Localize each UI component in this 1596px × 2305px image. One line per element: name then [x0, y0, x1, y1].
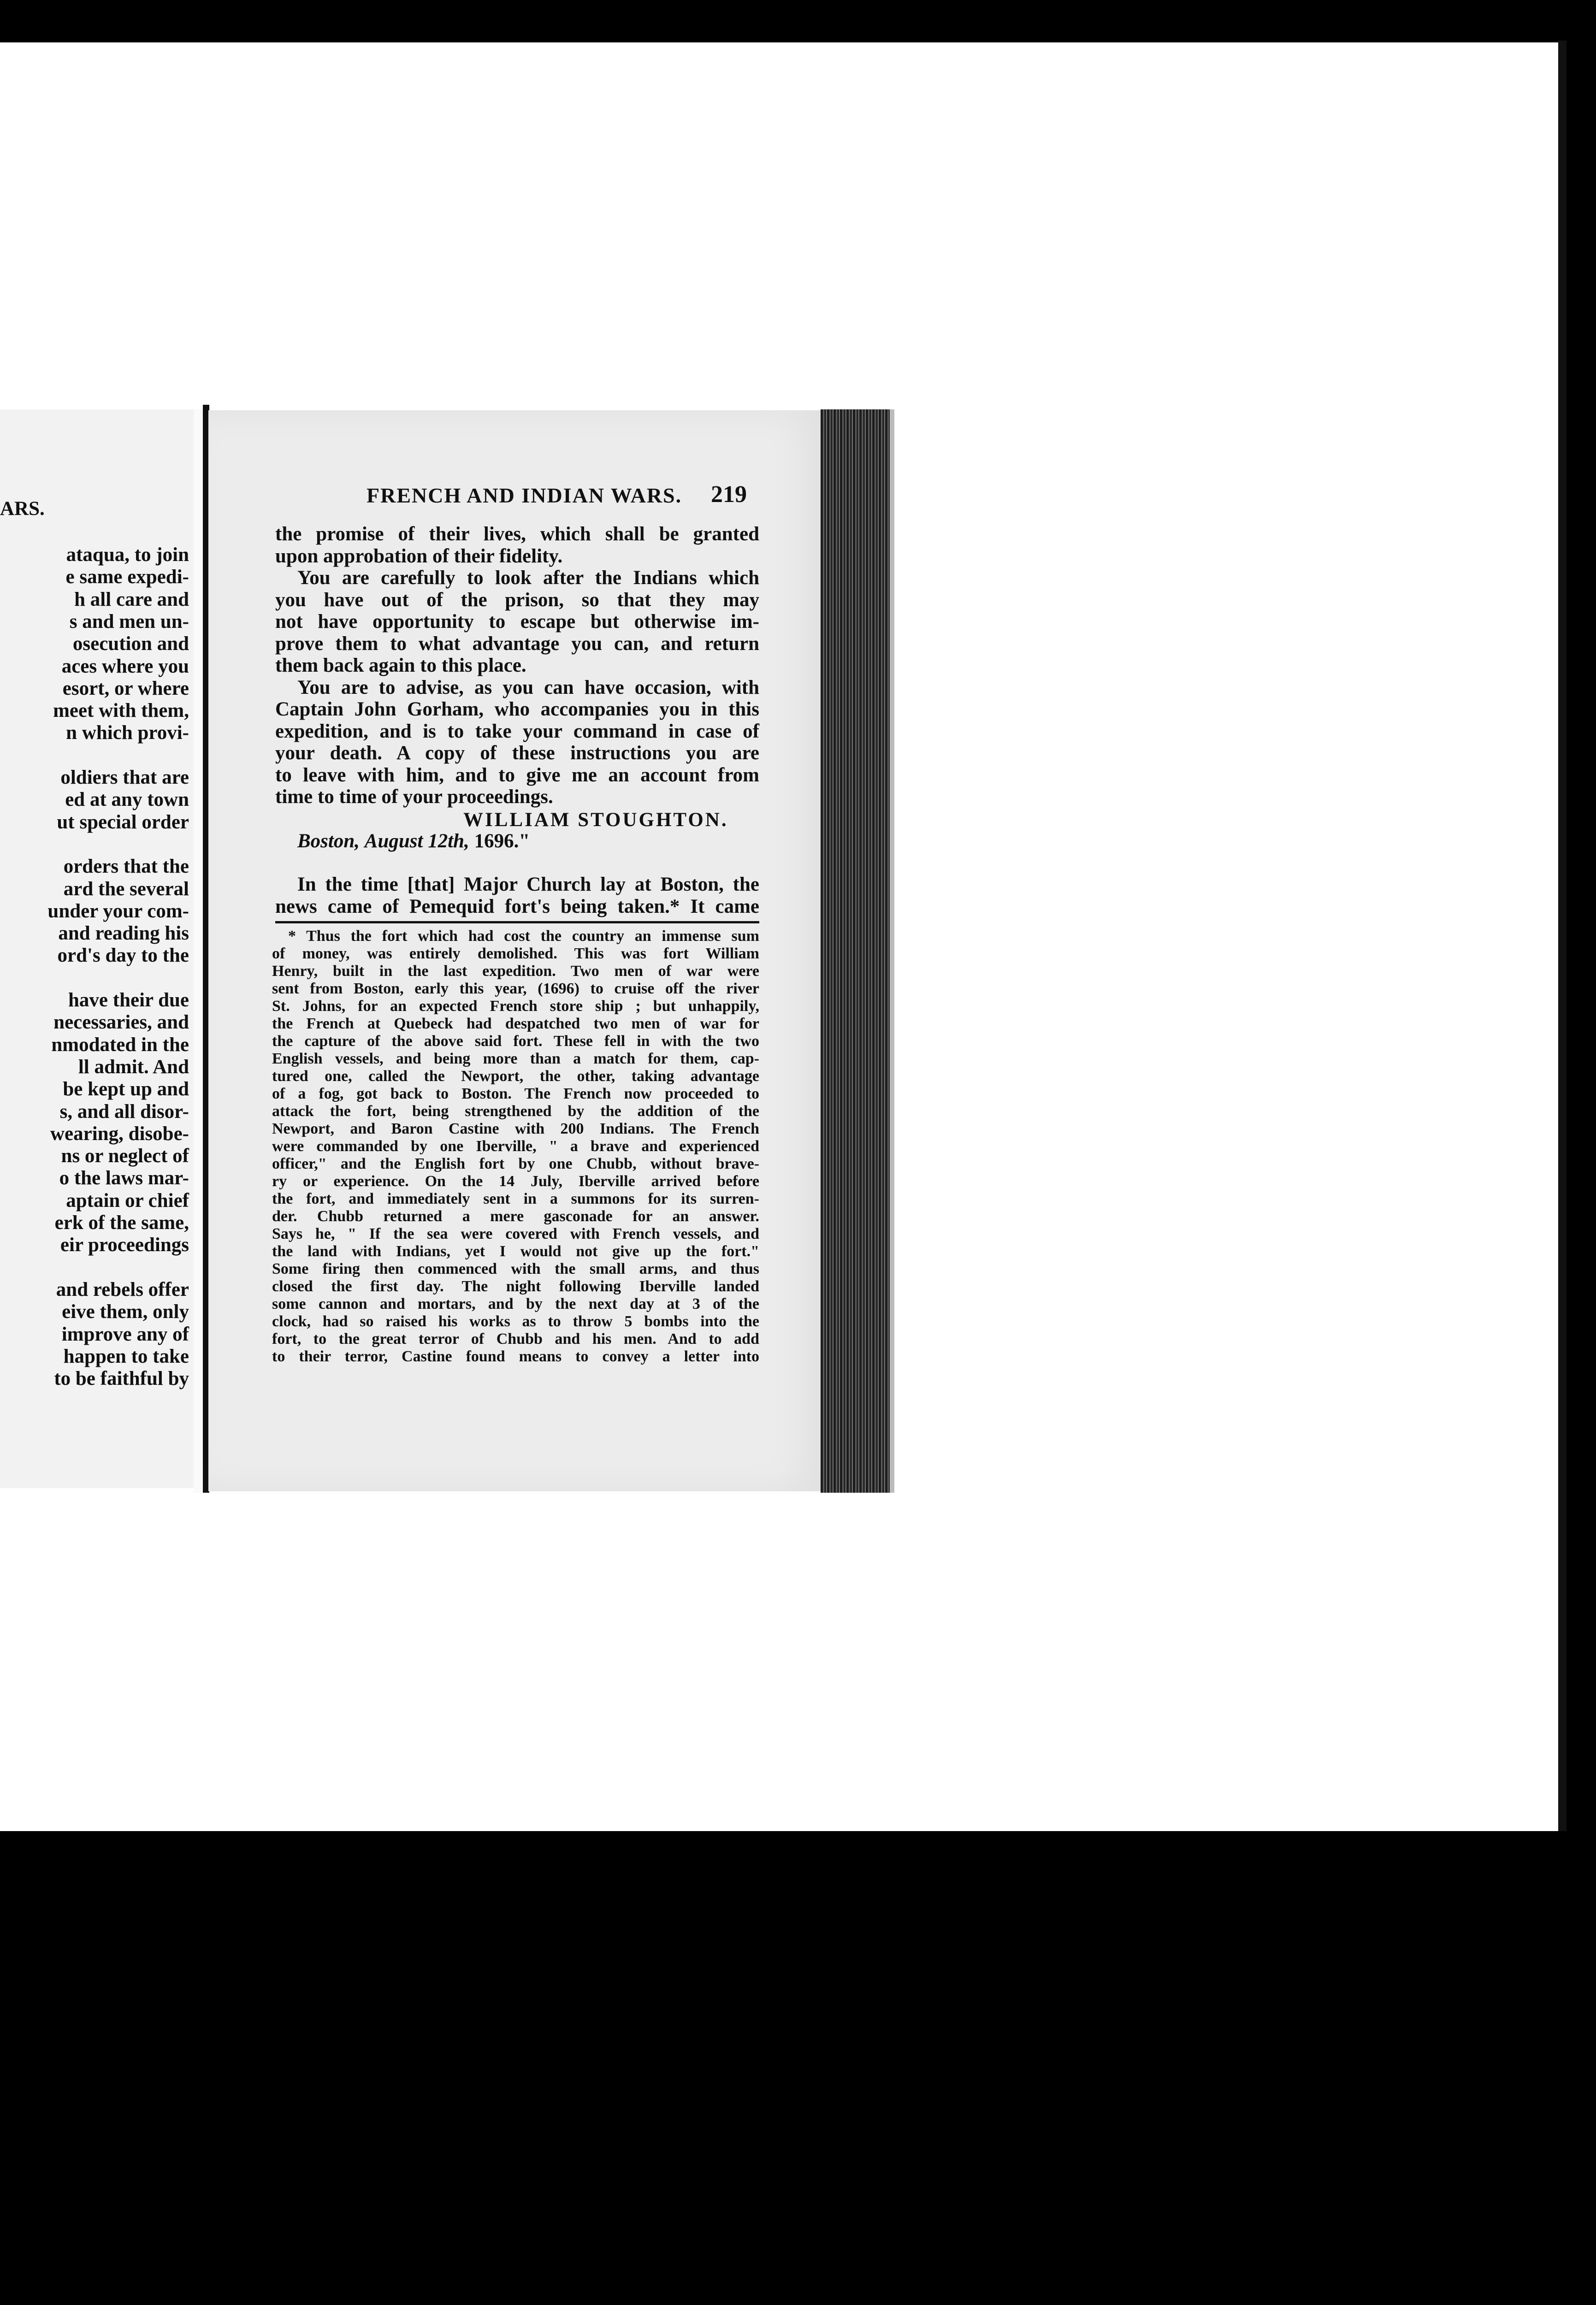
left-page-line: eive them, only [62, 1301, 189, 1323]
footnote-line: St. Johns, for an expected French store ship ; but unhappily, [272, 998, 759, 1015]
left-page-line: happen to take [63, 1345, 189, 1367]
left-page-line: have their due [68, 989, 189, 1011]
body-line: prove them to what advantage you can, and return [275, 632, 759, 655]
left-page-line: and rebels offer [56, 1278, 189, 1300]
left-page-line: nmodated in the [51, 1034, 189, 1056]
signature: WILLIAM STOUGHTON. [463, 809, 728, 831]
footnote-line: the capture of the above said fort. These fell in with the two [272, 1033, 759, 1050]
body-line: You are to advise, as you can have occasion, with [297, 676, 759, 698]
left-page-header: ARS. [0, 498, 45, 520]
body-line: the promise of their lives, which shall be granted [275, 523, 759, 545]
footnote-line: attack the fort, being strengthened by the addition of the [272, 1103, 759, 1120]
footnote-line: ry or experience. On the 14 July, Iberville arrived before [272, 1173, 759, 1190]
footnote-line: clock, had so raised his works as to throw 5 bombs into the [272, 1313, 759, 1330]
body-line: expedition, and is to take your command in case of [275, 720, 759, 742]
footnote-line: Says he, " If the sea were covered with French vessels, and [272, 1225, 759, 1242]
left-page-line: esort, or where [62, 677, 189, 699]
left-page-line: osecution and [72, 633, 189, 655]
body-line: to leave with him, and to give me an account from [275, 764, 759, 786]
left-page-line: under your com- [47, 900, 189, 922]
footnote-line: closed the first day. The night following Iberville landed [272, 1278, 759, 1295]
left-page-line: s and men un- [69, 610, 189, 632]
book-edge-highlight [890, 409, 894, 1493]
footnote-line: der. Chubb returned a mere gasconade for an answer. [272, 1208, 759, 1225]
left-page-line: improve any of [61, 1323, 189, 1345]
left-page [0, 409, 198, 1488]
footnote-line: * Thus the fort which had cost the country an immense sum [288, 928, 759, 945]
left-page-line: oldiers that are [60, 767, 189, 788]
narrative-line: news came of Pemequid fort's being taken.* It came [275, 896, 759, 917]
footnote-line: officer," and the English fort by one Chubb, without brave- [272, 1155, 759, 1172]
footnote-line: some cannon and mortars, and by the next day at 3 of the [272, 1295, 759, 1312]
dateline-date: August 12th, [364, 830, 469, 852]
left-page-line: n which provi- [66, 722, 189, 744]
body-line: you have out of the prison, so that they may [275, 589, 759, 611]
left-page-line: to be faithful by [54, 1368, 189, 1390]
footnote-rule [275, 921, 759, 923]
left-page-line: s, and all disor- [59, 1100, 189, 1123]
dateline-year: 1696." [474, 830, 530, 852]
footnote-line: sent from Boston, early this year, (1696) to cruise off the river [272, 980, 759, 997]
footnote-line: of money, was entirely demolished. This was fort William [272, 945, 759, 962]
footnote-line: fort, to the great terror of Chubb and his men. And to add [272, 1330, 759, 1348]
scan-right-border [1558, 41, 1566, 1834]
body-line: Captain John Gorham, who accompanies you in this [275, 698, 759, 720]
book-page-edges [821, 409, 894, 1493]
body-line: not have opportunity to escape but otherwise im- [275, 611, 759, 632]
body-line: them back again to this place. [275, 655, 526, 676]
left-page-line: necessaries, and [53, 1011, 189, 1034]
body-line: upon approbation of their fidelity. [275, 545, 563, 567]
body-line: your death. A copy of these instructions you are [275, 742, 759, 764]
left-page-line: ll admit. And [78, 1056, 189, 1078]
dateline [297, 830, 530, 852]
footnote-line: to their terror, Castine found means to convey a letter into [272, 1348, 759, 1365]
running-head: FRENCH AND INDIAN WARS. [366, 484, 682, 507]
page-number: 219 [711, 481, 747, 508]
left-page-line: ataqua, to join [66, 544, 189, 566]
left-page-line: ed at any town [65, 789, 189, 811]
footnote-line: the land with Indians, yet I would not give up the fort." [272, 1243, 759, 1260]
left-page-line: orders that the [63, 856, 189, 878]
narrative-line: In the time [that] Major Church lay at Boston, the [297, 874, 759, 895]
footnote-line: Henry, built in the last expedition. Two men of war were [272, 963, 759, 980]
body-line: You are carefully to look after the Indians which [297, 567, 759, 589]
left-page-line: aptain or chief [66, 1189, 189, 1212]
left-page-line: ut special order [57, 811, 189, 833]
footnote-line: English vessels, and being more than a match for them, cap- [272, 1050, 759, 1067]
left-page-line: meet with them, [53, 700, 189, 722]
footnote-line: Some firing then commenced with the small arms, and thus [272, 1260, 759, 1277]
left-page-line: wearing, disobe- [50, 1123, 189, 1145]
footnote-line: were commanded by one Iberville, " a brave and experienced [272, 1138, 759, 1155]
left-page-line: ns or neglect of [61, 1145, 189, 1167]
footnote-line: Newport, and Baron Castine with 200 Indians. The French [272, 1120, 759, 1137]
footnote-line: tured one, called the Newport, the other, taking advantage [272, 1068, 759, 1085]
left-page-line: e same expedi- [65, 566, 189, 588]
left-page-line: be kept up and [63, 1078, 189, 1100]
footnote-line: the fort, and immediately sent in a summons for its surren- [272, 1190, 759, 1207]
footnote-line: of a fog, got back to Boston. The French now proceeded to [272, 1085, 759, 1102]
left-page-line: ard the several [63, 878, 189, 900]
body-line: time to time of your proceedings. [275, 786, 553, 808]
left-page-line: and reading his [58, 922, 189, 945]
left-page-line: ord's day to the [57, 945, 189, 967]
left-page-line: aces where you [61, 655, 189, 677]
left-page-line: erk of the same, [54, 1212, 189, 1234]
footnote-line: the French at Quebeck had despatched two men of war for [272, 1015, 759, 1032]
left-page-line: h all care and [74, 588, 189, 610]
left-page-line: eir proceedings [60, 1234, 189, 1256]
left-page-line: o the laws mar- [59, 1167, 189, 1189]
scan-bottom-border [0, 1831, 1596, 1862]
dateline-place: Boston, [297, 830, 360, 852]
scan-top-border [0, 0, 1596, 42]
